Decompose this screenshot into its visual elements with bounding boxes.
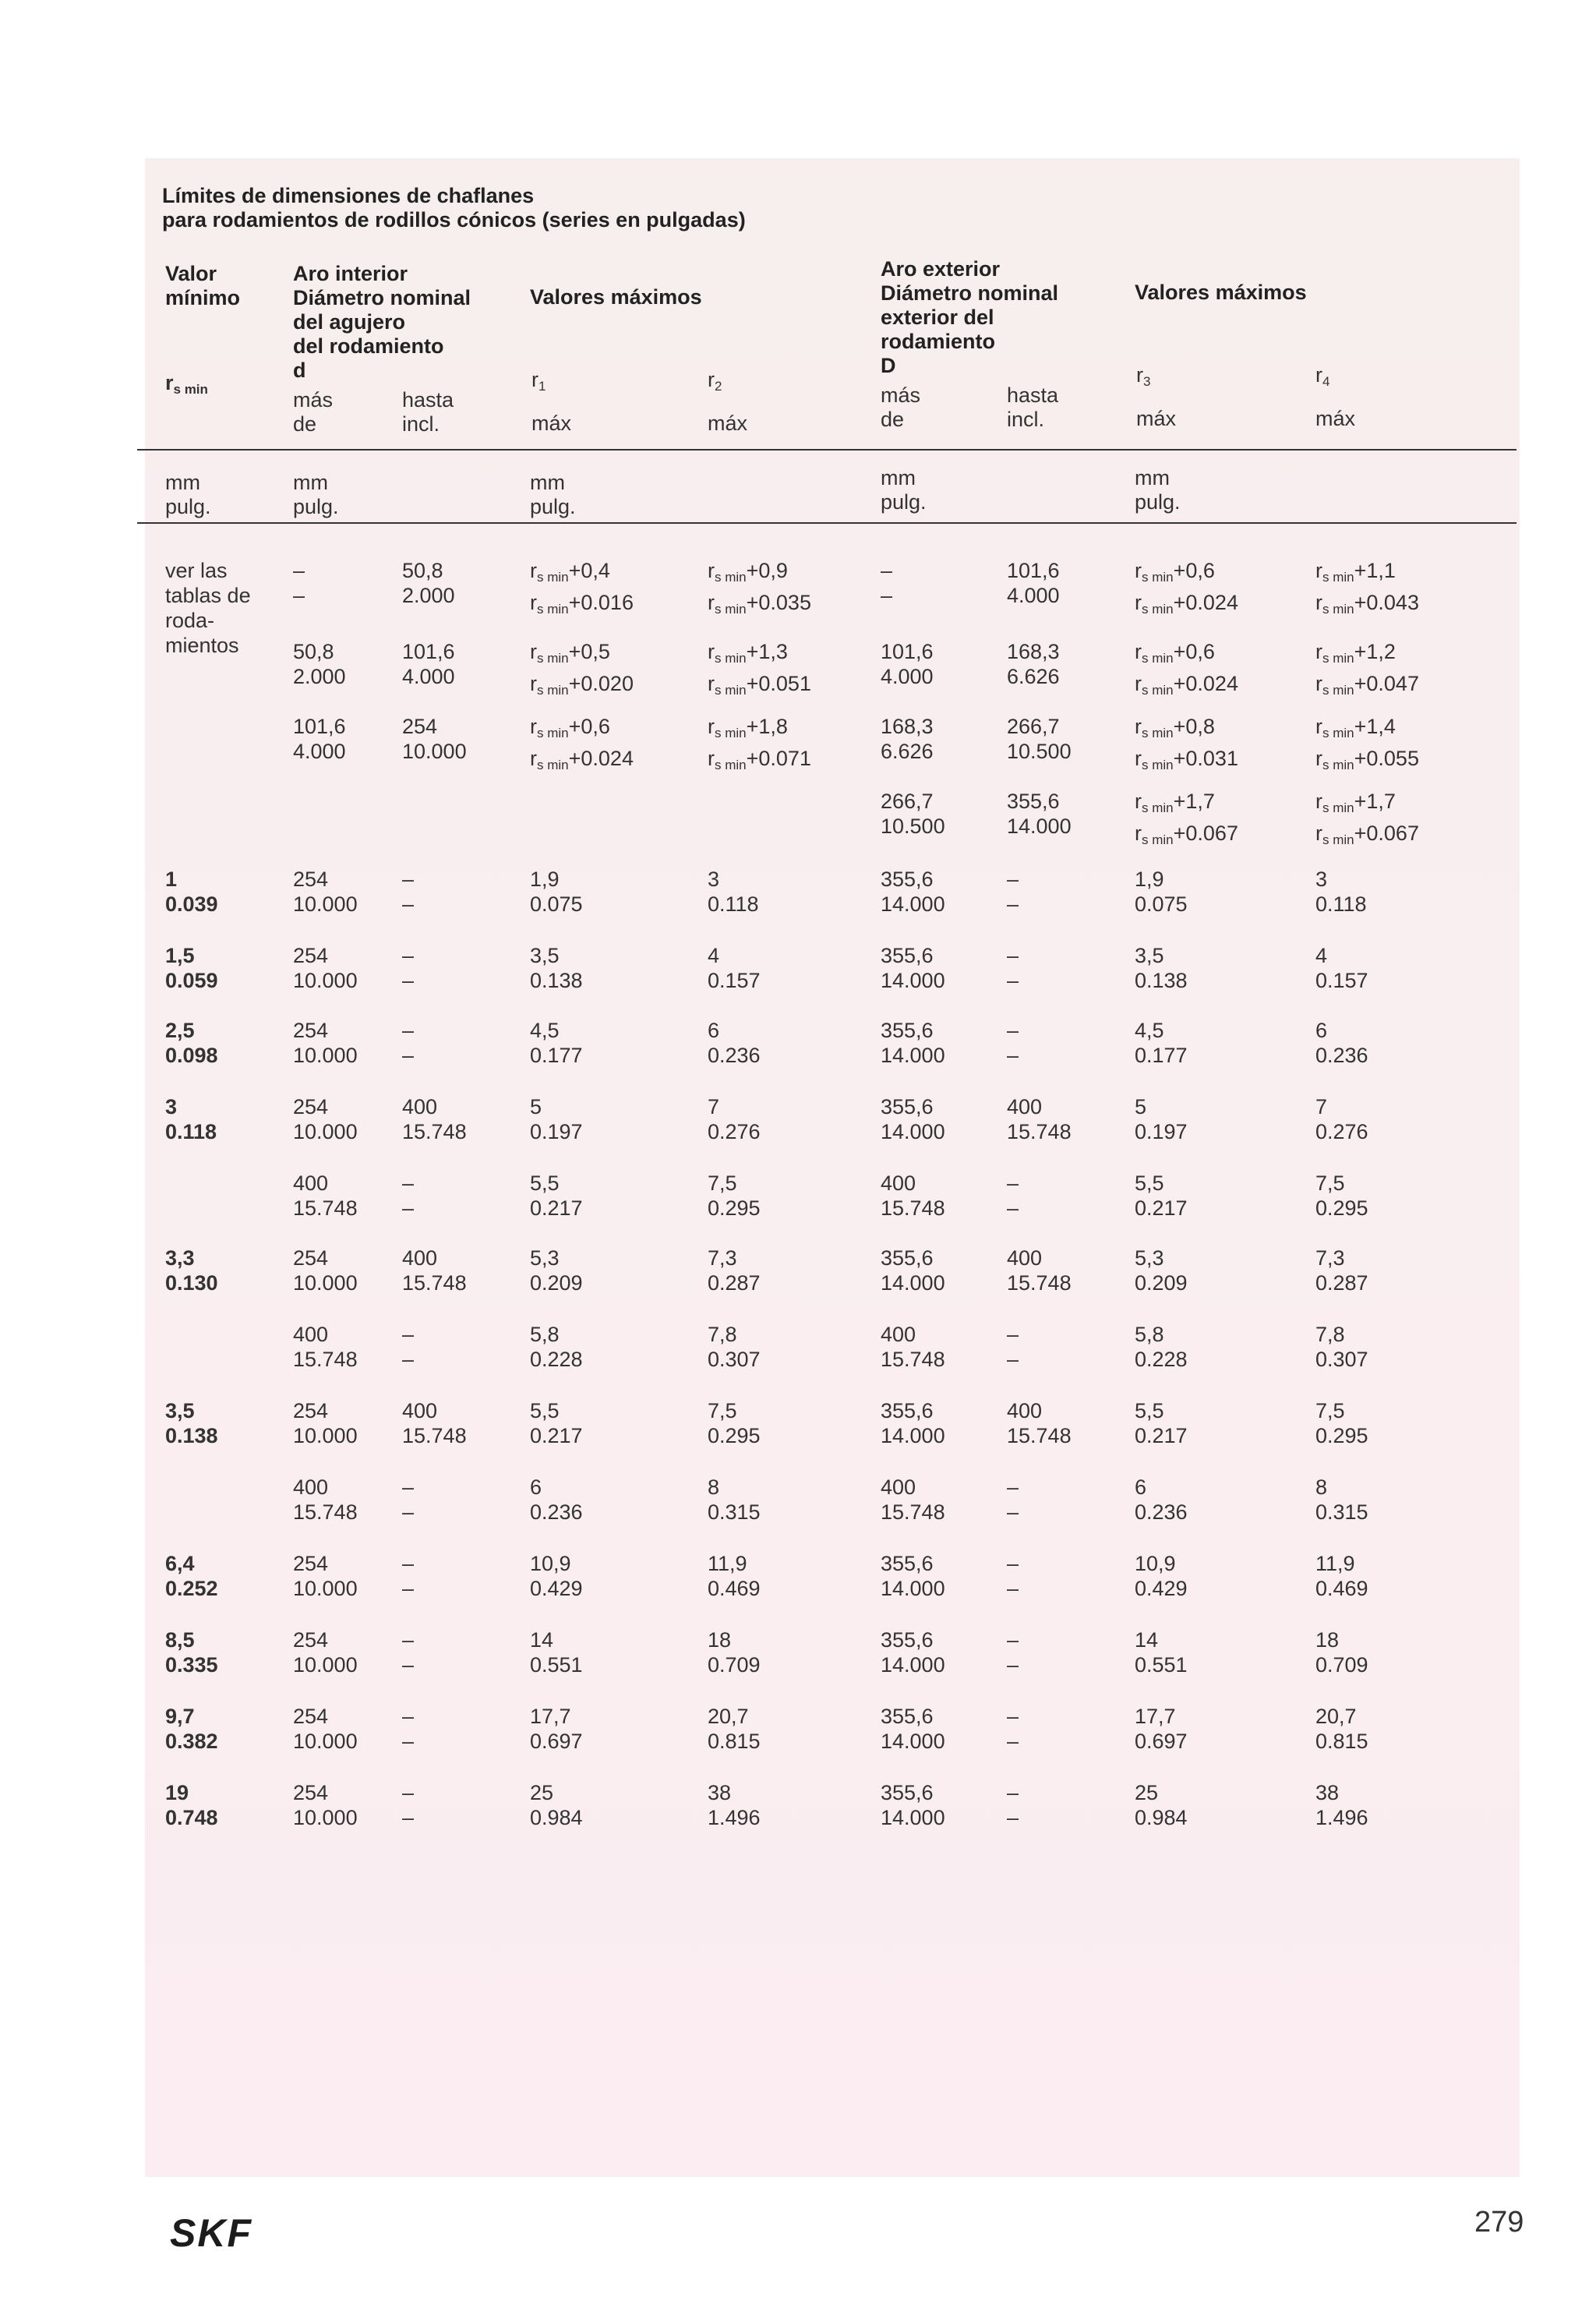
cell-d-to: – – [402,1019,415,1067]
cell-d-from: 254 10.000 [293,1019,358,1067]
cell-d-from: 254 10.000 [293,1095,358,1143]
cell-r1: 14 0.551 [530,1628,583,1677]
cell-d-to: – – [402,1323,415,1371]
cell-rs-min: 6,4 0.252 [165,1552,218,1600]
cell-r3: 5 0.197 [1135,1095,1188,1143]
cell-d-to: – – [402,1705,415,1753]
cell-r1: 5,3 0.209 [530,1246,583,1295]
cell-d-from: 254 10.000 [293,1705,358,1753]
cell-D-from: 355,6 14.000 [881,1095,945,1143]
cell-D-from: 355,6 14.000 [881,1019,945,1067]
header-aro-exterior: Aro exterior Diámetro nominal exterior del rodamiento D [881,257,1059,377]
cell-rs-min: 9,7 0.382 [165,1705,218,1753]
cell-d-to: – – [402,1628,415,1677]
header-valores-maximos-inner: Valores máximos [530,285,702,309]
cell-r2: $r_{s min}+0,9$ $r_{s min}+0.035$ [708,559,811,617]
header-D-mas-de: más de [881,383,921,431]
cell-D-from: 355,6 14.000 [881,1399,945,1447]
cell-r3: 17,7 0.697 [1135,1705,1188,1753]
cell-D-to: 400 15.748 [1007,1246,1072,1295]
cell-rs-min: 1 0.039 [165,868,218,916]
header-d-hasta-incl: hasta incl. [402,388,454,436]
cell-rs-min: 19 0.748 [165,1781,218,1829]
cell-D-to: 355,6 14.000 [1007,790,1072,838]
cell-D-from: 400 15.748 [881,1475,945,1524]
cell-d-to: – – [402,1171,415,1220]
cell-r3: $r_{s min}+0,6$ $r_{s min}+0.024$ [1135,640,1238,698]
cell-r1: 6 0.236 [530,1475,583,1524]
cell-d-from: 101,6 4.000 [293,715,346,763]
header-r2-max: máx [708,412,748,435]
header-valores-maximos-outer: Valores máximos [1135,281,1307,304]
cell-r4: 20,7 0.815 [1315,1705,1368,1753]
cell-d-from: 254 10.000 [293,1781,358,1829]
cell-rs-min: 1,5 0.059 [165,944,218,992]
cell-r3: 10,9 0.429 [1135,1552,1188,1600]
cell-D-to: – – [1007,1781,1019,1829]
cell-r3: 3,5 0.138 [1135,944,1188,992]
cell-D-from: 400 15.748 [881,1323,945,1371]
header-r1: $r_1$ [531,368,546,394]
cell-r1: 5 0.197 [530,1095,583,1143]
cell-d-to: 101,6 4.000 [402,640,455,688]
cell-r4: 11,9 0.469 [1315,1552,1368,1600]
cell-r2: 3 0.118 [708,868,759,916]
cell-d-from: 254 10.000 [293,1628,358,1677]
cell-r3: 25 0.984 [1135,1781,1188,1829]
cell-D-from: 355,6 14.000 [881,1628,945,1677]
cell-r1: $r_{s min}+0,6$ $r_{s min}+0.024$ [530,715,634,772]
units-valor: mm pulg. [165,471,211,518]
cell-r4: 7 0.276 [1315,1095,1368,1143]
cell-rs-min: 2,5 0.098 [165,1019,218,1067]
cell-r1: 4,5 0.177 [530,1019,583,1067]
cell-D-to: – – [1007,1705,1019,1753]
cell-D-from: 266,7 10.500 [881,790,945,838]
cell-r3: 1,9 0.075 [1135,868,1188,916]
cell-r1: 25 0.984 [530,1781,583,1829]
cell-d-to: – – [402,944,415,992]
cell-r4: $r_{s min}+1,2$ $r_{s min}+0.047$ [1315,640,1419,698]
cell-r1: 5,5 0.217 [530,1399,583,1447]
cell-r3: $r_{s min}+0,6$ $r_{s min}+0.024$ [1135,559,1238,617]
cell-d-from: 254 10.000 [293,1246,358,1295]
cell-r2: 18 0.709 [708,1628,761,1677]
header-r3-max: máx [1136,407,1177,430]
cell-r2: 7 0.276 [708,1095,761,1143]
header-r4: $r_4$ [1315,363,1330,389]
cell-d-from: 254 10.000 [293,1552,358,1600]
cell-r3: 6 0.236 [1135,1475,1188,1524]
cell-r1: $r_{s min}+0,5$ $r_{s min}+0.020$ [530,640,634,698]
cell-r4: 7,8 0.307 [1315,1323,1368,1371]
cell-d-to: 400 15.748 [402,1095,467,1143]
cell-d-from: 254 10.000 [293,1399,358,1447]
cell-r3: 5,3 0.209 [1135,1246,1188,1295]
cell-r4: 38 1.496 [1315,1781,1368,1829]
cell-r2: 20,7 0.815 [708,1705,761,1753]
cell-r2: 7,8 0.307 [708,1323,761,1371]
cell-r2: $r_{s min}+1,8$ $r_{s min}+0.071$ [708,715,811,772]
cell-r4: 18 0.709 [1315,1628,1368,1677]
cell-r4: 7,3 0.287 [1315,1246,1368,1295]
cell-d-from: 254 10.000 [293,868,358,916]
cell-r4: 6 0.236 [1315,1019,1368,1067]
group1-label: ver las tablas de roda- mientos [165,559,251,657]
units-rule [137,522,1517,524]
cell-D-from: 101,6 4.000 [881,640,934,688]
units-r1r2: mm pulg. [530,471,576,518]
cell-D-from: – – [881,559,893,607]
cell-r2: 8 0.315 [708,1475,761,1524]
cell-D-to: 168,3 6.626 [1007,640,1060,688]
units-D: mm pulg. [881,466,927,514]
cell-D-from: 168,3 6.626 [881,715,934,763]
cell-d-to: 400 15.748 [402,1399,467,1447]
header-r1-max: máx [531,412,572,435]
cell-r1: 5,5 0.217 [530,1171,583,1220]
cell-r3: 14 0.551 [1135,1628,1188,1677]
header-d-mas-de: más de [293,388,334,436]
cell-d-to: 400 15.748 [402,1246,467,1295]
cell-r1: 17,7 0.697 [530,1705,583,1753]
cell-r2: $r_{s min}+1,3$ $r_{s min}+0.051$ [708,640,811,698]
header-r4-max: máx [1315,407,1356,430]
header-D-hasta-incl: hasta incl. [1007,383,1059,431]
cell-r4: $r_{s min}+1,7$ $r_{s min}+0.067$ [1315,790,1419,847]
cell-r4: 7,5 0.295 [1315,1399,1368,1447]
cell-rs-min: 3 0.118 [165,1095,217,1143]
table-title: Límites de dimensiones de chaflanes para rodamientos de rodillos cónicos (series en pulgadas) [162,184,746,231]
page-number: 279 [1474,2206,1524,2239]
cell-r3: 5,5 0.217 [1135,1171,1188,1220]
cell-d-from: 400 15.748 [293,1475,358,1524]
cell-D-to: – – [1007,1019,1019,1067]
cell-D-to: 266,7 10.500 [1007,715,1072,763]
cell-r3: 5,5 0.217 [1135,1399,1188,1447]
cell-D-from: 355,6 14.000 [881,1781,945,1829]
cell-D-from: 355,6 14.000 [881,868,945,916]
cell-r2: 38 1.496 [708,1781,761,1829]
cell-d-from: 400 15.748 [293,1323,358,1371]
units-d: mm pulg. [293,471,339,518]
cell-r3: $r_{s min}+1,7$ $r_{s min}+0.067$ [1135,790,1238,847]
cell-d-to: 50,8 2.000 [402,559,455,607]
header-rule [137,449,1517,451]
cell-r3: 5,8 0.228 [1135,1323,1188,1371]
cell-rs-min: 3,3 0.130 [165,1246,218,1295]
cell-r2: 7,5 0.295 [708,1399,761,1447]
cell-D-to: – – [1007,1323,1019,1371]
cell-D-to: – – [1007,1475,1019,1524]
cell-D-to: 400 15.748 [1007,1095,1072,1143]
header-aro-interior: Aro interior Diámetro nominal del agujero del rodamiento d [293,262,471,382]
cell-r4: $r_{s min}+1,1$ $r_{s min}+0.043$ [1315,559,1419,617]
cell-D-to: 400 15.748 [1007,1399,1072,1447]
cell-d-to: – – [402,1475,415,1524]
header-r2: $r_2$ [708,368,722,394]
cell-r1: $r_{s min}+0,4$ $r_{s min}+0.016$ [530,559,634,617]
table-panel [145,158,1520,2177]
cell-rs-min: 8,5 0.335 [165,1628,218,1677]
cell-D-to: – – [1007,1171,1019,1220]
cell-d-to: 254 10.000 [402,715,467,763]
cell-D-from: 400 15.748 [881,1171,945,1220]
cell-r2: 7,3 0.287 [708,1246,761,1295]
cell-d-to: – – [402,1781,415,1829]
cell-D-from: 355,6 14.000 [881,1705,945,1753]
header-rs-min: $r_{s min}$ [165,371,208,397]
cell-r1: 10,9 0.429 [530,1552,583,1600]
cell-D-to: – – [1007,1552,1019,1600]
cell-r1: 5,8 0.228 [530,1323,583,1371]
cell-d-from: 400 15.748 [293,1171,358,1220]
cell-r4: 7,5 0.295 [1315,1171,1368,1220]
cell-D-from: 355,6 14.000 [881,1552,945,1600]
cell-r2: 11,9 0.469 [708,1552,761,1600]
cell-r2: 4 0.157 [708,944,761,992]
cell-r4: 3 0.118 [1315,868,1367,916]
cell-d-from: – – [293,559,305,607]
skf-logo: SKF [170,2211,252,2255]
cell-D-from: 355,6 14.000 [881,1246,945,1295]
cell-D-to: – – [1007,944,1019,992]
cell-r1: 3,5 0.138 [530,944,583,992]
cell-r3: $r_{s min}+0,8$ $r_{s min}+0.031$ [1135,715,1238,772]
cell-d-from: 254 10.000 [293,944,358,992]
cell-r2: 7,5 0.295 [708,1171,761,1220]
header-valor-minimo: Valor mínimo [165,262,241,309]
cell-r2: 6 0.236 [708,1019,761,1067]
cell-D-to: 101,6 4.000 [1007,559,1060,607]
cell-d-to: – – [402,1552,415,1600]
cell-r4: 8 0.315 [1315,1475,1368,1524]
cell-r3: 4,5 0.177 [1135,1019,1188,1067]
cell-D-to: – – [1007,1628,1019,1677]
units-r3r4: mm pulg. [1135,466,1181,514]
cell-D-from: 355,6 14.000 [881,944,945,992]
header-r3: $r_3$ [1136,363,1151,389]
cell-d-from: 50,8 2.000 [293,640,346,688]
cell-r4: $r_{s min}+1,4$ $r_{s min}+0.055$ [1315,715,1419,772]
cell-d-to: – – [402,868,415,916]
cell-r4: 4 0.157 [1315,944,1368,992]
cell-rs-min: 3,5 0.138 [165,1399,218,1447]
cell-D-to: – – [1007,868,1019,916]
cell-r1: 1,9 0.075 [530,868,583,916]
